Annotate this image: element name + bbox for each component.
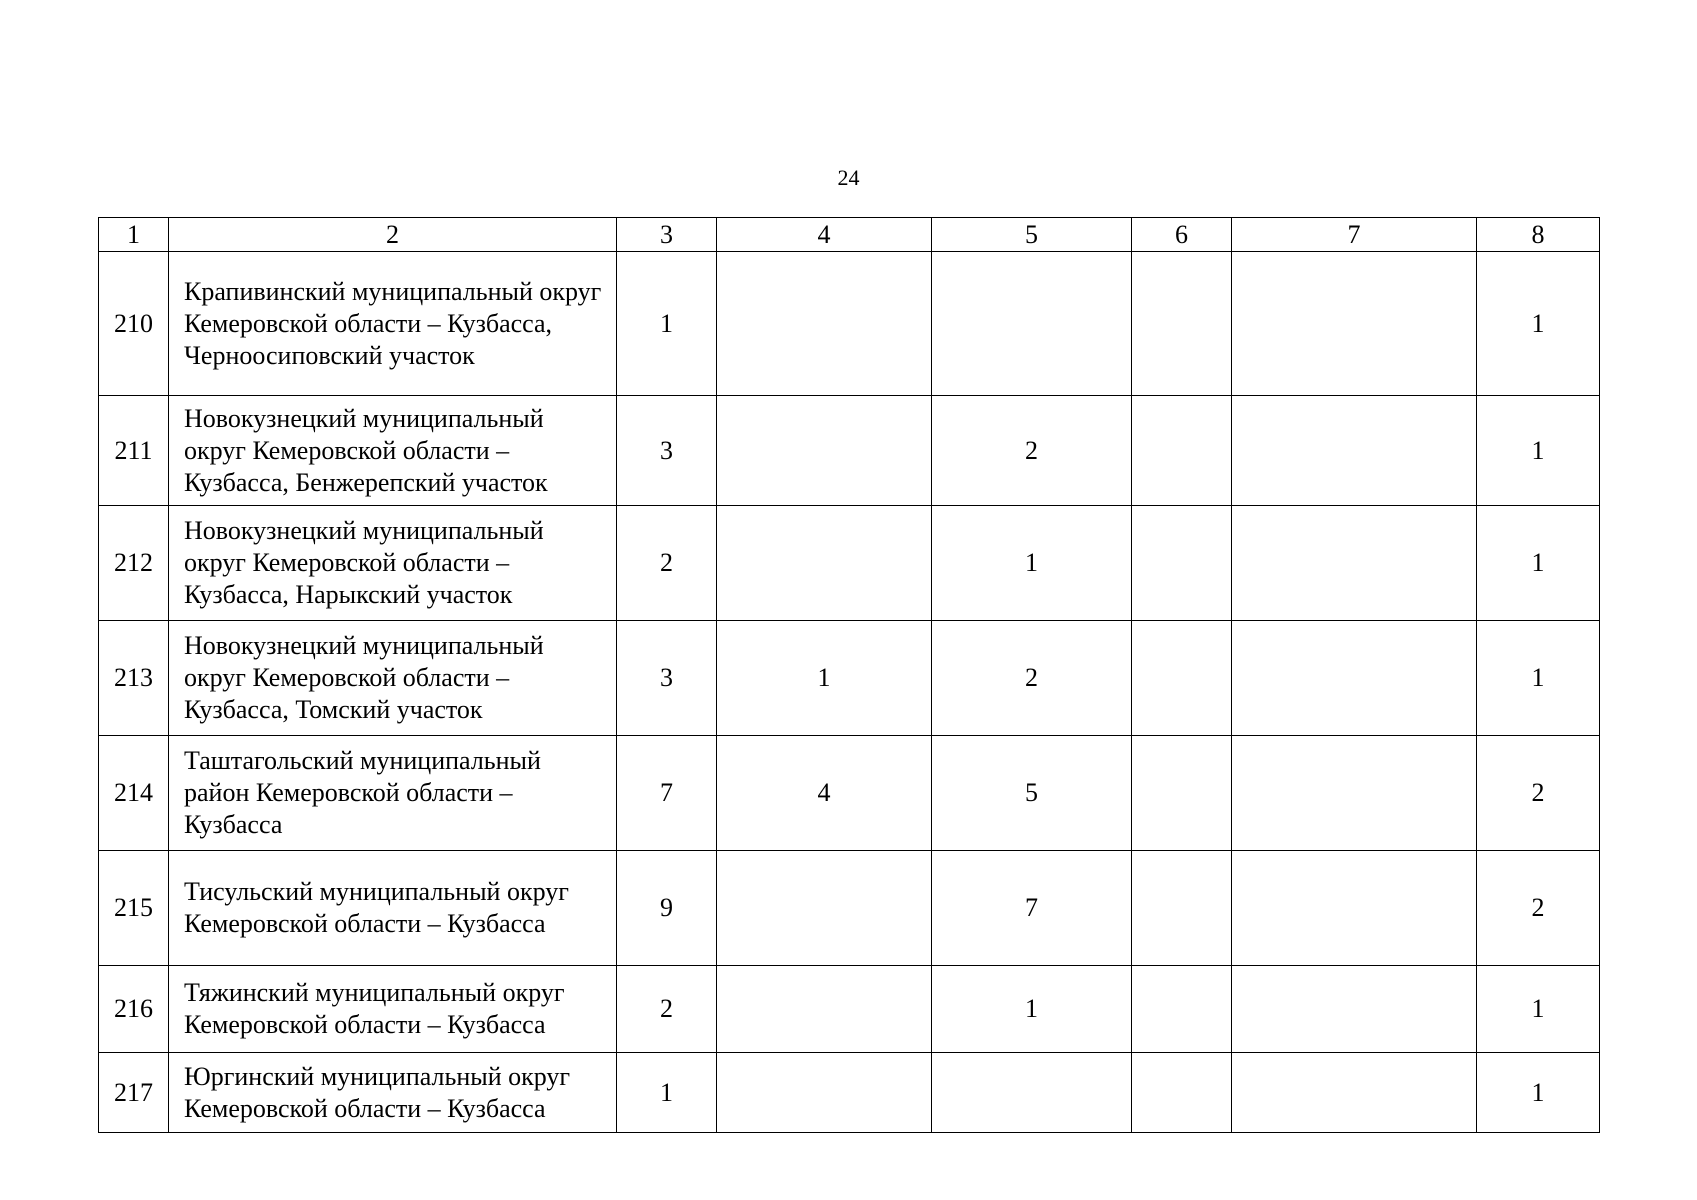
row-number: 217 xyxy=(99,1053,169,1133)
municipality-name: Новокузнецкий муниципальный округ Кемеровской области – Кузбасса, Бенжерепский участок xyxy=(169,396,617,506)
cell-col-8: 1 xyxy=(1477,966,1600,1053)
cell-col-7 xyxy=(1232,1053,1477,1133)
cell-col-3: 1 xyxy=(617,252,717,396)
column-header: 7 xyxy=(1232,218,1477,252)
cell-col-3: 2 xyxy=(617,506,717,621)
row-number: 215 xyxy=(99,851,169,966)
cell-col-4 xyxy=(717,966,932,1053)
page-number: 24 xyxy=(837,165,860,190)
table-row xyxy=(99,851,1600,966)
municipality-name: Новокузнецкий муниципальный округ Кемеровской области – Кузбасса, Томский участок xyxy=(169,621,617,736)
cell-col-8: 2 xyxy=(1477,736,1600,851)
cell-col-8: 1 xyxy=(1477,506,1600,621)
column-header: 3 xyxy=(617,218,717,252)
table-row xyxy=(99,396,1600,506)
municipality-name: Крапивинский муниципальный округ Кемеровской области – Кузбасса, Черноосиповский участок xyxy=(169,252,617,396)
municipality-name: Юргинский муниципальный округ Кемеровской области – Кузбасса xyxy=(169,1053,617,1133)
cell-col-4: 1 xyxy=(717,621,932,736)
cell-col-5: 1 xyxy=(932,506,1132,621)
cell-col-7 xyxy=(1232,851,1477,966)
cell-col-7 xyxy=(1232,396,1477,506)
column-header: 8 xyxy=(1477,218,1600,252)
table-row xyxy=(99,252,1600,396)
row-number: 216 xyxy=(99,966,169,1053)
cell-col-8: 1 xyxy=(1477,252,1600,396)
cell-col-4 xyxy=(717,1053,932,1133)
column-header: 1 xyxy=(99,218,169,252)
cell-col-7 xyxy=(1232,736,1477,851)
municipality-name: Таштагольский муниципальный район Кемеровской области – Кузбасса xyxy=(169,736,617,851)
municipality-name: Тяжинский муниципальный округ Кемеровской области – Кузбасса xyxy=(169,966,617,1053)
cell-col-5 xyxy=(932,252,1132,396)
cell-col-3: 3 xyxy=(617,621,717,736)
cell-col-4: 4 xyxy=(717,736,932,851)
cell-col-3: 7 xyxy=(617,736,717,851)
municipality-name: Тисульский муниципальный округ Кемеровской области – Кузбасса xyxy=(169,851,617,966)
table-row xyxy=(99,621,1600,736)
row-number: 210 xyxy=(99,252,169,396)
cell-col-8: 1 xyxy=(1477,396,1600,506)
cell-col-6 xyxy=(1132,252,1232,396)
column-header: 4 xyxy=(717,218,932,252)
cell-col-5: 1 xyxy=(932,966,1132,1053)
column-header: 2 xyxy=(169,218,617,252)
cell-col-6 xyxy=(1132,396,1232,506)
row-number: 213 xyxy=(99,621,169,736)
cell-col-6 xyxy=(1132,736,1232,851)
cell-col-5 xyxy=(932,1053,1132,1133)
cell-col-6 xyxy=(1132,851,1232,966)
row-number: 211 xyxy=(99,396,169,506)
table-row xyxy=(99,966,1600,1053)
column-header: 6 xyxy=(1132,218,1232,252)
municipality-name: Новокузнецкий муниципальный округ Кемеровской области – Кузбасса, Нарыкский участок xyxy=(169,506,617,621)
cell-col-3: 3 xyxy=(617,396,717,506)
cell-col-4 xyxy=(717,396,932,506)
cell-col-3: 1 xyxy=(617,1053,717,1133)
cell-col-8: 2 xyxy=(1477,851,1600,966)
cell-col-3: 9 xyxy=(617,851,717,966)
cell-col-6 xyxy=(1132,1053,1232,1133)
cell-col-5: 7 xyxy=(932,851,1132,966)
cell-col-5: 2 xyxy=(932,621,1132,736)
header-row xyxy=(99,218,1600,252)
table-row xyxy=(99,1053,1600,1133)
cell-col-5: 2 xyxy=(932,396,1132,506)
cell-col-4 xyxy=(717,506,932,621)
cell-col-7 xyxy=(1232,621,1477,736)
cell-col-6 xyxy=(1132,506,1232,621)
row-number: 212 xyxy=(99,506,169,621)
cell-col-7 xyxy=(1232,252,1477,396)
cell-col-6 xyxy=(1132,966,1232,1053)
cell-col-7 xyxy=(1232,506,1477,621)
cell-col-8: 1 xyxy=(1477,1053,1600,1133)
data-table xyxy=(98,217,1600,1133)
table-row xyxy=(99,506,1600,621)
cell-col-5: 5 xyxy=(932,736,1132,851)
column-header: 5 xyxy=(932,218,1132,252)
cell-col-8: 1 xyxy=(1477,621,1600,736)
cell-col-7 xyxy=(1232,966,1477,1053)
cell-col-6 xyxy=(1132,621,1232,736)
table-row xyxy=(99,736,1600,851)
cell-col-4 xyxy=(717,851,932,966)
cell-col-3: 2 xyxy=(617,966,717,1053)
row-number: 214 xyxy=(99,736,169,851)
cell-col-4 xyxy=(717,252,932,396)
